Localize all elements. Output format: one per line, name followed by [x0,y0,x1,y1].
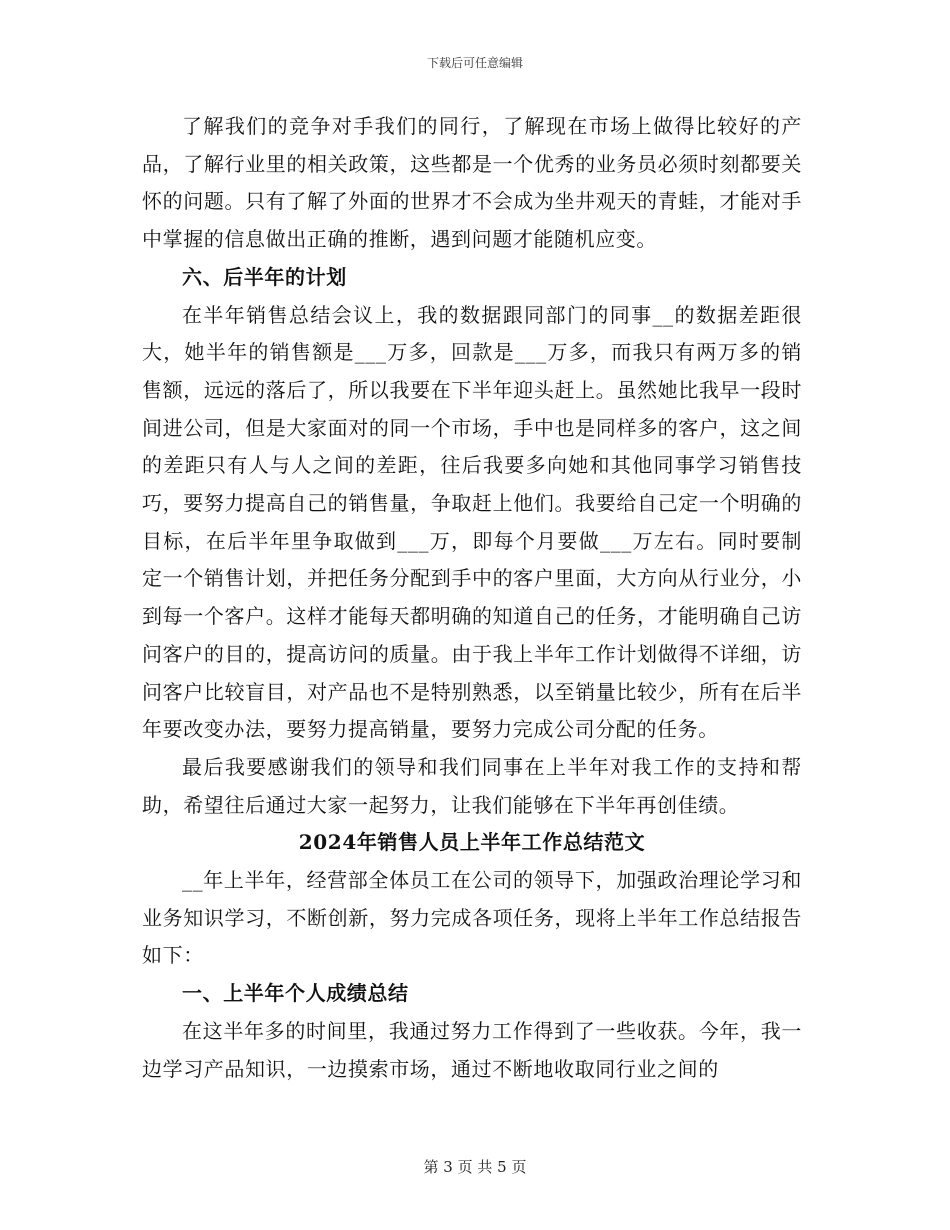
page-header: 下载后可任意编辑 [426,56,523,70]
paragraph-sales-plan: 在半年销售总结会议上，我的数据跟同部门的同事__的数据差距很大，她半年的销售额是___万多，回款是___万多，而我只有两万多的销售额，远远的落后了，所以我要在下半年迎头赶上。虽然她比我早一段时间进公司，但是大家面对的同一个市场，手中也是同样多的客户，这之间的差距只有人与人之间的差距，往后我要多向她和其他同事学习销售技巧，要努力提高自己的销售量，争取赶上他们。我要给自己定一个明确的目标，在后半年里争取做到___万，即每个月要做___万左右。同时要制定一个销售计划，并把任务分配到手中的客户里面，大方向从行业分，小到每一个客户。这样才能每天都明确的知道自己的任务，才能明确自己访问客户的目的，提高访问的质量。由于我上半年工作计划做得不详细，访问客户比较盲目，对产品也不是特别熟悉，以至销量比较少，所有在后半年要改变办法，要努力提高销量，要努力完成公司分配的任务。 [142,302,802,742]
section-heading-second-half-plan: 六、后半年的计划 [182,264,347,289]
document-title: 2024年销售人员上半年工作总结范文 [298,830,646,855]
page-footer: 第 3 页 共 5 页 [423,1158,527,1176]
paragraph-competitors: 了解我们的竞争对手我们的同行，了解现在市场上做得比较好的产品，了解行业里的相关政策，这些都是一个优秀的业务员必须时刻都要关怀的问题。只有了解了外面的世界才不会成为坐井观天的青蛙，才能对手中掌握的信息做出正确的推断，遇到问题才能随机应变。 [142,114,802,252]
section-heading-achievements: 一、上半年个人成绩总结 [182,981,409,1006]
paragraph-thanks: 最后我要感谢我们的领导和我们同事在上半年对我工作的支持和帮助，希望往后通过大家一起努力，让我们能够在下半年再创佳绩。 [142,754,802,817]
paragraph-achievements: 在这半年多的时间里，我通过努力工作得到了一些收获。今年，我一边学习产品知识，一边摸索市场，通过不断地收取同行业之间的 [142,1018,802,1081]
paragraph-intro: __年上半年，经营部全体员工在公司的领导下，加强政治理论学习和业务知识学习，不断创新，努力完成各项任务，现将上半年工作总结报告如下： [142,868,802,968]
document-body [142,108,802,1088]
